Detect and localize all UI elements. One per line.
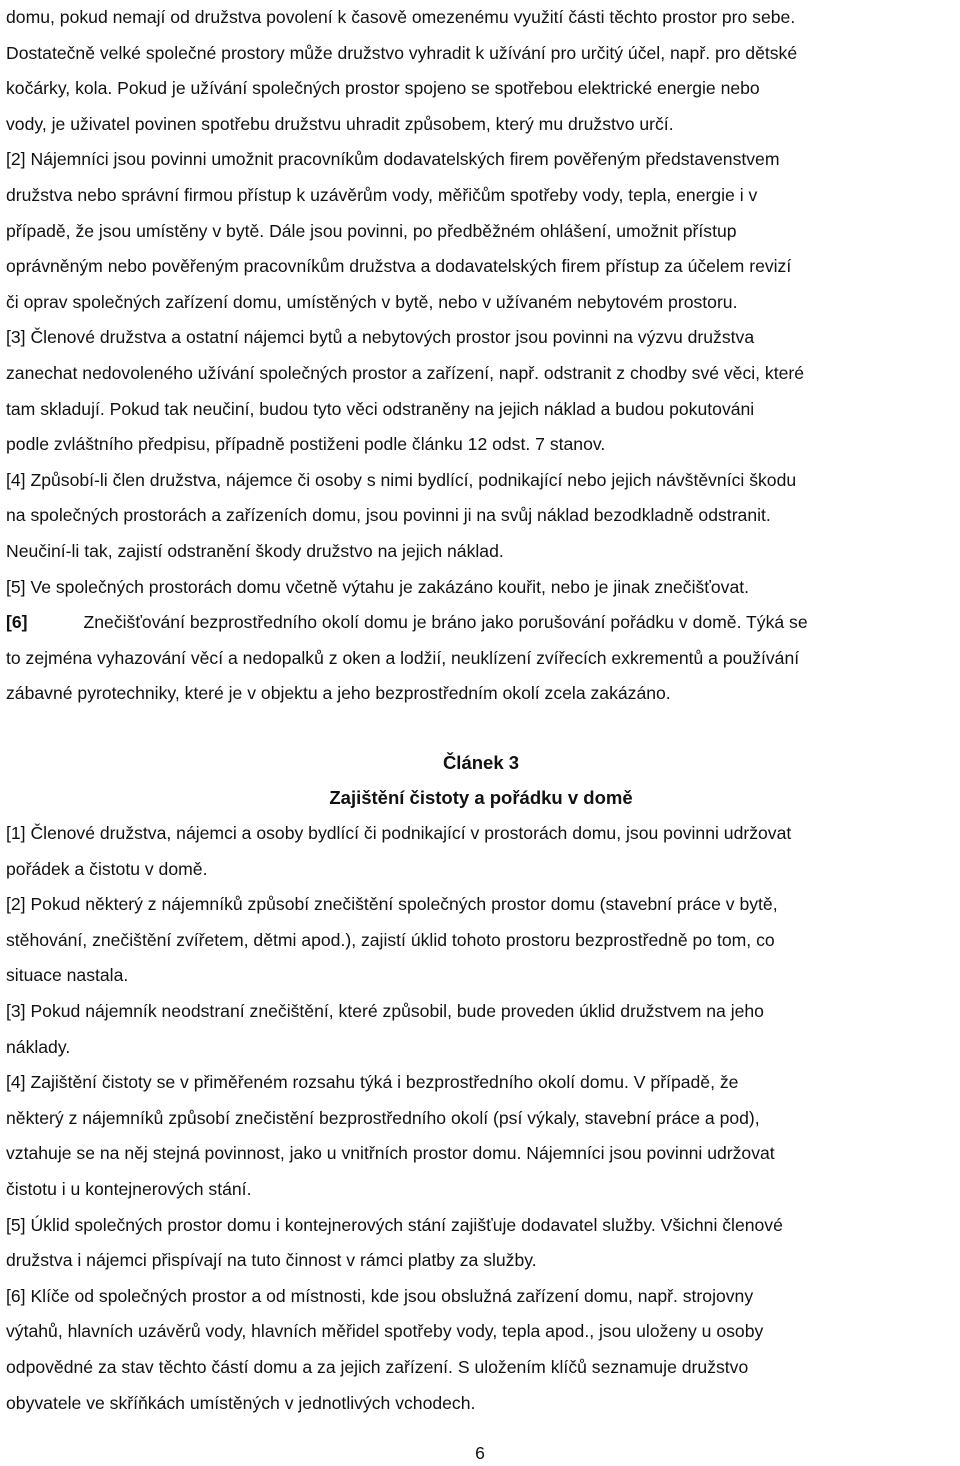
art3-paragraph-2 [6,887,956,994]
page-number: 6 [475,1443,485,1463]
text-line: na společných prostorách a zařízeních domu, jsou povinni ji na svůj náklad bezodkladně odstranit. [6,505,771,526]
text-line: čistotu i u kontejnerových stání. [6,1179,252,1199]
section-gap [6,712,956,745]
document-page [6,0,956,1421]
text-line [6,605,956,641]
art3-paragraph-4 [6,1065,956,1207]
text-line: situace nastala. [6,965,129,986]
text-line: zanechat nedovoleného užívání společných prostor a zařízení, např. odstranit z chodby své věci, které [6,362,805,383]
text-line: či oprav společných zařízení domu, umístěných v bytě, nebo v užívaném nebytovém prostoru. [6,291,738,312]
text-line: zábavné pyrotechniky, které je v objektu a jeho bezprostředním okolí zcela zakázáno. [6,683,671,704]
text-line: výtahů, hlavních uzávěrů vody, hlavních měřidel spotřeby vody, tepla apod., jsou uloženy u osoby [6,1321,764,1342]
text-line: Dostatečně velké společné prostory může družstvo vyhradit k užívání pro určitý účel, např. pro dětské [6,42,798,63]
text-line: [5] Ve společných prostorách domu včetně výtahu je zakázáno kouřit, nebo je jinak znečišťovat. [6,576,750,597]
art2-paragraph-2 [6,142,956,320]
art2-paragraph-3 [6,320,956,462]
text-line: [2] Nájemníci jsou povinni umožnit pracovníkům dodavatelských firem pověřeným představenstvem [6,149,780,170]
text-line: [4] Způsobí-li člen družstva, nájemce či osoby s nimi bydlící, podnikající nebo jejich návštěvníci škodu [6,469,797,490]
text-line: družstva i nájemci přispívají na tuto činnost v rámci platby za služby. [6,1250,537,1271]
art2-paragraph-4 [6,463,956,570]
text-line: [4] Zajištění čistoty se v přiměřeném rozsahu týká i bezprostředního okolí domu. V případě, že [6,1072,739,1093]
text-line: [5] Úklid společných prostor domu i kontejnerových stání zajišťuje dodavatel služby. Všichni členové [6,1214,783,1235]
text-line: vody, je uživatel povinen spotřebu družstvu uhradit způsobem, který mu družstvo určí. [6,113,674,134]
text-line: [3] Členové družstva a ostatní nájemci bytů a nebytových prostor jsou povinni na výzvu družstva [6,327,755,348]
art3-paragraph-1 [6,816,956,887]
text-line: družstva nebo správní firmou přístup k uzávěrům vody, měřičům spotřeby vody, tepla, energie i v [6,184,758,205]
text-line: oprávněným nebo pověřeným pracovníkům družstva a dodavatelských firem přístup za účelem revizí [6,256,792,277]
art3-paragraph-6 [6,1279,956,1421]
text-line: [6] Klíče od společných prostor a od místnosti, kde jsou obslužná zařízení domu, např. strojovny [6,1285,754,1306]
text-line: podle zvláštního předpisu, případně postiženi podle článku 12 odst. 7 stanov. [6,434,606,455]
text-line: kočárky, kola. Pokud je užívání společných prostor spojeno se spotřebou elektrické energie nebo [6,78,760,99]
text-line: to zejména vyhazování věcí a nedopalků z oken a lodžií, neuklízení zvířecích exkrementů a používání [6,647,800,668]
art2-paragraph-6 [6,605,956,712]
text-line: vztahuje se na něj stejná povinnost, jako u vnitřních prostor domu. Nájemníci jsou povinni udržovat [6,1143,775,1164]
text-line: domu, pokud nemají od družstva povolení k časově omezenému využití části těchto prostor pro sebe. [6,7,796,27]
text-line: stěhování, znečištění zvířetem, dětmi apod.), zajistí úklid tohoto prostoru bezprostředně po tom, co [6,929,775,950]
text-line: [3] Pokud nájemník neodstraní znečištění, které způsobil, bude proveden úklid družstvem na jeho [6,1001,764,1022]
text-line: odpovědné za stav těchto částí domu a za jejich zařízení. S uložením klíčů seznamuje družstvo [6,1356,749,1377]
text-line: případě, že jsou umístěny v bytě. Dále jsou povinni, po předběžném ohlášení, umožnit přístup [6,220,737,241]
text-line: některý z nájemníků způsobí znečistění bezprostředního okolí (psí výkaly, stavební práce a pod), [6,1107,760,1128]
art3-paragraph-5 [6,1208,956,1279]
text-line: [2] Pokud některý z nájemníků způsobí znečištění společných prostor domu (stavební práce v bytě, [6,894,778,915]
article-subtitle: Zajištění čistoty a pořádku v domě [329,787,633,809]
text-line: pořádek a čistotu v domě. [6,858,208,879]
text-line: obyvatele ve skříňkách umístěných v jednotlivých vchodech. [6,1392,476,1413]
text-line: náklady. [6,1036,71,1057]
art2-paragraph-5 [6,570,956,606]
text-span: Znečišťování bezprostředního okolí domu je bráno jako porušování pořádku v domě. Týká se [83,612,808,633]
text-line: Neučiní-li tak, zajistí odstranění škody družstvo na jejich náklad. [6,540,504,561]
article-title: Článek 3 [442,751,520,773]
text-line: tam skladují. Pokud tak neučiní, budou tyto věci odstraněny na jejich náklad a budou pokutováni [6,398,755,419]
intro-paragraph [6,0,956,142]
text-line: [1] Členové družstva, nájemci a osoby bydlící či podnikající v prostorách domu, jsou povinni udržovat [6,823,792,844]
art3-paragraph-3 [6,994,956,1065]
paragraph-number: [6] [6,612,28,633]
